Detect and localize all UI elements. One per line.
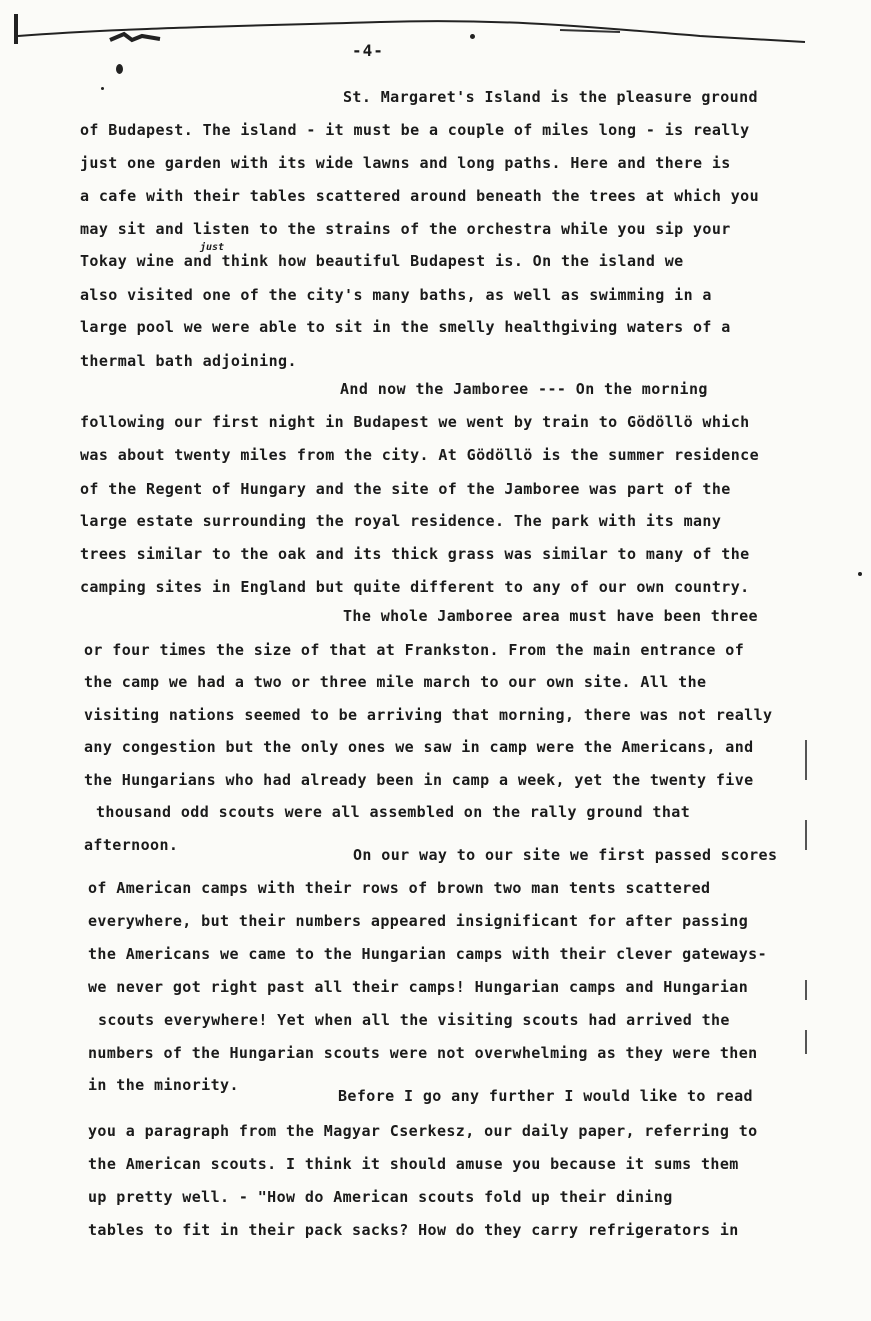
text-line: we never got right past all their camps! Hungarian camps and Hungarian [88, 978, 749, 996]
text-line: large pool we were able to sit in the smelly healthgiving waters of a [80, 318, 731, 336]
text-line: you a paragraph from the Magyar Cserkesz, our daily paper, referring to [88, 1122, 758, 1140]
page-number: -4- [352, 41, 384, 60]
text-line: thousand odd scouts were all assembled on the rally ground that [96, 803, 691, 821]
text-line: may sit and listen to the strains of the orchestra while you sip your [80, 220, 731, 238]
handwritten-insertion: just [200, 242, 225, 253]
text-line: was about twenty miles from the city. At Gödöllö is the summer residence [80, 446, 760, 464]
text-line: also visited one of the city's many baths, as well as swimming in a [80, 286, 712, 304]
text-line: the Hungarians who had already been in camp a week, yet the twenty five [84, 771, 754, 789]
ink-speck [101, 87, 104, 90]
margin-mark [805, 1030, 807, 1054]
text-line: a cafe with their tables scattered around beneath the trees at which you [80, 187, 760, 205]
margin-mark [805, 980, 807, 1000]
text-line: The whole Jamboree area must have been three [343, 607, 758, 625]
ink-speck [858, 572, 862, 576]
text-line: trees similar to the oak and its thick grass was similar to many of the [80, 545, 750, 563]
ink-speck [470, 34, 475, 39]
text-line: numbers of the Hungarian scouts were not overwhelming as they were then [88, 1044, 758, 1062]
text-line: everywhere, but their numbers appeared insignificant for after passing [88, 912, 749, 930]
text-line: or four times the size of that at Frankston. From the main entrance of [84, 641, 745, 659]
text-line: of American camps with their rows of brown two man tents scattered [88, 879, 711, 897]
text-line: any congestion but the only ones we saw in camp were the Americans, and [84, 738, 754, 756]
text-line: thermal bath adjoining. [80, 352, 297, 370]
top-rule-line [0, 0, 871, 60]
text-line: of the Regent of Hungary and the site of the Jamboree was part of the [80, 480, 731, 498]
text-line: following our first night in Budapest we went by train to Gödöllö which [80, 413, 750, 431]
text-line: scouts everywhere! Yet when all the visiting scouts had arrived the [98, 1011, 730, 1029]
margin-mark [805, 820, 807, 850]
text-line: just one garden with its wide lawns and long paths. Here and there is [80, 154, 731, 172]
text-line: camping sites in England but quite different to any of our own country. [80, 578, 750, 596]
text-line: afternoon. [84, 836, 179, 854]
text-line: On our way to our site we first passed scores [353, 846, 778, 864]
text-line: visiting nations seemed to be arriving that morning, there was not really [84, 706, 773, 724]
text-line: the American scouts. I think it should amuse you because it sums them [88, 1155, 739, 1173]
margin-mark [805, 740, 807, 780]
text-line: tables to fit in their pack sacks? How do they carry refrigerators in [88, 1221, 739, 1239]
text-line: the Americans we came to the Hungarian camps with their clever gateways- [88, 945, 768, 963]
text-line: of Budapest. The island - it must be a couple of miles long - is really [80, 121, 750, 139]
text-line: the camp we had a two or three mile march to our own site. All the [84, 673, 707, 691]
ink-speck [116, 64, 123, 74]
text-line: in the minority. [88, 1076, 239, 1094]
text-line: And now the Jamboree --- On the morning [340, 380, 708, 398]
text-line: up pretty well. - "How do American scouts fold up their dining [88, 1188, 673, 1206]
text-line: Tokay wine and think how beautiful Budapest is. On the island we [80, 252, 684, 270]
text-line: St. Margaret's Island is the pleasure ground [343, 88, 758, 106]
text-line: Before I go any further I would like to read [338, 1087, 753, 1105]
text-line: large estate surrounding the royal residence. The park with its many [80, 512, 722, 530]
